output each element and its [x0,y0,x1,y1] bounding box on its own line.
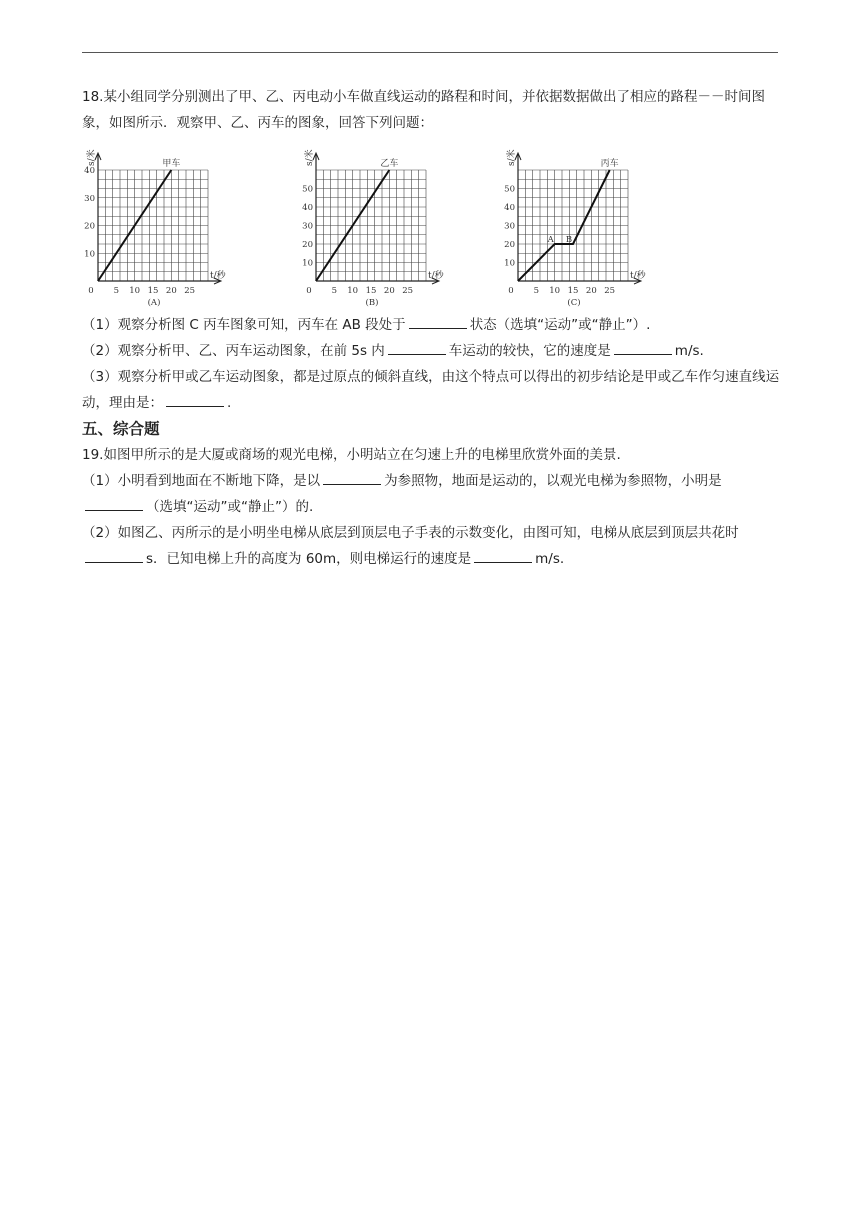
q18-sub2-text-c: m/s. [674,343,704,359]
q18-sub1-text-a: （1）观察分析图 C 丙车图象可知，丙车在 AB 段处于 [82,317,406,333]
q19-sub1-text-c: （选填“运动”或“静止”）的. [146,499,314,515]
q18-blank-2 [388,340,446,355]
q18-blank-4 [166,392,224,407]
q19-sub2-text-b: s．已知电梯上升的高度为 60m，则电梯运行的速度是 [146,551,472,567]
q19-sub2-text-c: m/s. [535,551,565,567]
q19-blank-2 [85,496,143,511]
x-axis-label: t/秒 [210,271,226,281]
chart-a [82,140,228,308]
y-tick-label: 10 [84,249,95,260]
q18-sub3-text-a: （3）观察分析甲或乙车运动图象，都是过原点的倾斜直线，由这个特点可以得出的初步结论是甲或乙车作匀速直线运动，理由是： [82,369,780,411]
y-tick-label: 30 [302,221,313,232]
series-name-label: 丙车 [600,159,619,169]
x-tick-label: 15 [567,286,579,296]
x-tick-label: 20 [165,286,177,296]
q18-sub2 [82,338,782,364]
q19-sub1 [82,468,782,520]
q18-sub1 [82,312,782,338]
y-tick-label: 30 [504,221,515,232]
q18-sub3-text-b: . [227,395,232,411]
chart-c [502,140,648,308]
chart-b [300,140,446,308]
q18-sub3 [82,364,782,416]
x-axis-label: t/秒 [428,271,444,281]
x-tick-label: 10 [549,286,561,296]
q18-sub2-text-b: 车运动的较快，它的速度是 [448,343,611,359]
y-tick-label: 30 [84,193,95,204]
q18-blank-1 [409,314,467,329]
q19-blank-4 [474,548,532,563]
q18-intro: 18.某小组同学分别测出了甲、乙、丙电动小车做直线运动的路程和时间，并依据数据做出了相应的路程－－时间图象，如图所示．观察甲、乙、丙车的图象，回答下列问题： [82,89,765,131]
series-name-label: 乙车 [380,159,399,169]
y-tick-label: 20 [504,240,515,250]
y-axis-label: s/米 [305,149,315,166]
q18-sub2-text-a: （2）观察分析甲、乙、丙车运动图象，在前 5s 内 [82,343,385,359]
series-name-label: 甲车 [162,159,181,169]
y-tick-label: 20 [84,221,95,232]
grid [98,170,208,281]
y-tick-label: 50 [302,184,313,195]
grid [316,170,426,281]
q19-intro: 19.如图甲所示的是大厦或商场的观光电梯，小明站立在匀速上升的电梯里欣赏外面的美景. [82,447,621,463]
y-tick-label: 20 [302,240,313,250]
panel-label: (B) [365,298,379,308]
q19-blank-1 [323,470,381,485]
x-tick-label: 20 [383,286,395,296]
x-tick-label: 0 [306,286,312,296]
x-tick-label: 25 [184,286,196,296]
section-title: 五、综合题 [82,420,160,438]
x-tick-label: 15 [147,286,159,296]
panel-label: (A) [147,298,161,308]
x-tick-label: 0 [508,286,514,296]
y-tick-label: 10 [504,258,515,269]
x-tick-label: 25 [402,286,414,296]
x-tick-label: 5 [113,286,120,296]
x-tick-label: 5 [533,286,540,296]
y-tick-label: 10 [302,258,313,269]
x-tick-label: 0 [88,286,94,296]
q18-blank-3 [614,340,672,355]
point-label: B [565,235,573,245]
q19-sub1-text-a: （1）小明看到地面在不断地下降，是以 [82,473,321,489]
document-body [82,84,782,572]
header-rule [82,52,778,53]
q19-sub2-text-a: （2）如图乙、丙所示的是小明坐电梯从底层到顶层电子手表的示数变化，由图可知，电梯从底层到顶层共花时 [82,525,739,541]
q19-blank-3 [85,548,143,563]
q18-sub1-text-b: 状态（选填“运动”或“静止”）. [469,317,651,333]
q19-sub1-text-b: 为参照物，地面是运动的，以观光电梯为参照物，小明是 [384,473,722,489]
x-tick-label: 25 [604,286,616,296]
x-tick-label: 15 [365,286,377,296]
point-label: A [547,235,554,245]
charts-row [82,140,782,308]
x-tick-label: 10 [129,286,141,296]
y-tick-label: 40 [84,166,95,176]
y-tick-label: 50 [504,184,515,195]
x-tick-label: 10 [347,286,359,296]
panel-label: (C) [567,298,581,308]
q19-sub2 [82,520,782,572]
x-tick-label: 20 [585,286,597,296]
x-tick-label: 5 [331,286,338,296]
y-tick-label: 40 [302,203,313,213]
x-axis-label: t/秒 [630,271,646,281]
y-axis-label: s/米 [87,149,97,166]
y-tick-label: 40 [504,203,515,213]
y-axis-label: s/米 [507,149,517,166]
